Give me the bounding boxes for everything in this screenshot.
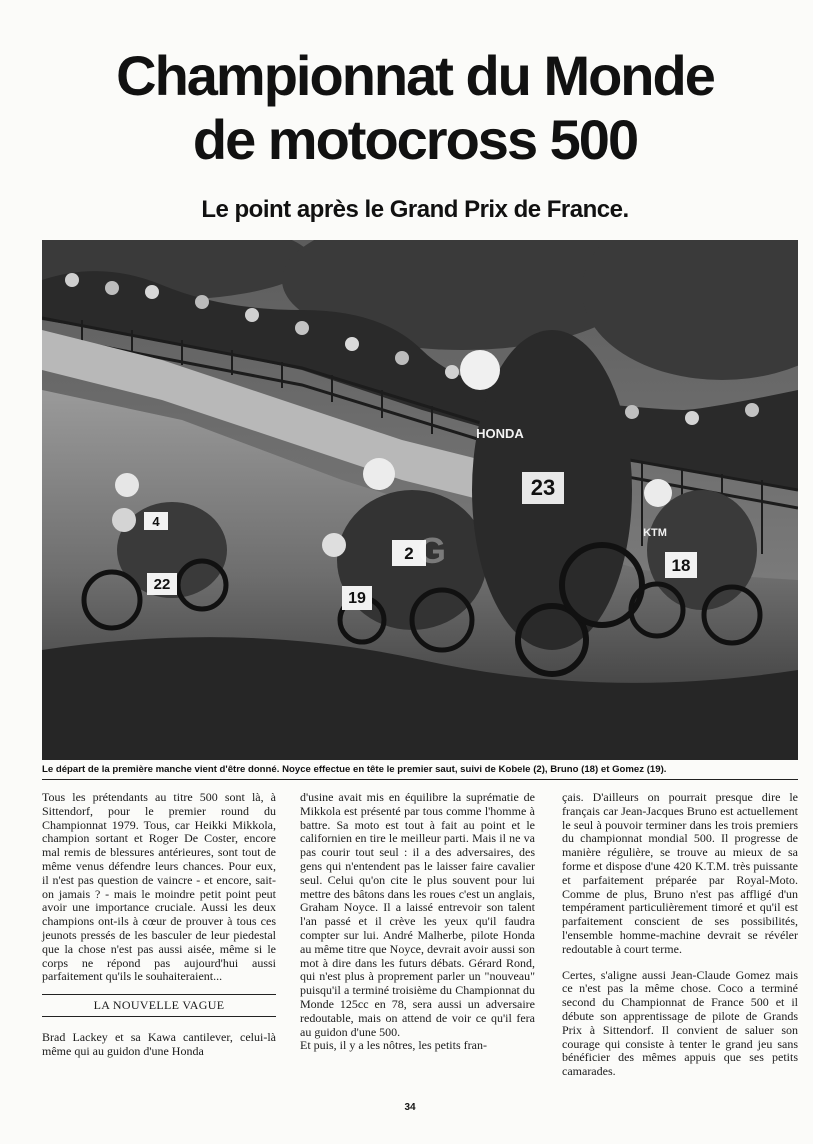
paragraph: Certes, s'aligne aussi Jean-Claude Gomez mais ce n'est pas la même chose. Coco a terminé second du Championnat de France 500 et il débute son apprentissage de pilote de Grands Prix à Sittendorf. Il convient de saluer son courage qui consiste à tenter le grand jeu sans bénéficier des mêmes appuis que ses petits camarades.	[562, 967, 798, 1079]
article-title-line1: Championnat du Monde	[116, 44, 714, 107]
paragraph: Tous les prétendants au titre 500 sont là, à Sittendorf, pour le premier round du Championnat 1979. Tous, car Heikki Mikkola, champion sortant et Roger De Coster, encore mal remis de blessures antérieures, sont tout de même venus défendre leurs chances. Pour eux, il n'est pas question de vaincre - et encore, sait-on jamais ? - mais le moindre petit point peut avoir une importance cruciale. Aussi les deux champions ont-ils à cœur de prouver à tous ces jeunots pressés de les basculer de leur piedestal que la chose n'est pas aussi aisée, même si le corps ne répond pas aujourd'hui aussi parfaitement qu'ils le souhaiteraient...	[42, 790, 276, 984]
plate-number: 19	[348, 590, 366, 607]
page-number: 34	[404, 1102, 416, 1113]
jersey-text: HONDA	[476, 426, 524, 441]
article-column-1	[42, 791, 276, 1059]
article-column-2	[300, 791, 535, 1053]
section-heading: LA NOUVELLE VAGUE	[42, 994, 276, 1017]
paragraph: Et puis, il y a les nôtres, les petits fran-	[300, 1038, 487, 1053]
photo-watermark: G	[418, 530, 449, 571]
plate-number: 22	[153, 576, 171, 593]
paragraph: Brad Lackey et sa Kawa cantilever, celui-là même qui au guidon d'une Honda	[42, 1029, 276, 1058]
paragraph: d'usine avait mis en équilibre la suprématie de Mikkola est présenté par tous comme l'homme à battre. Sa moto est tout à fait au point et le californien en tire le meilleur parti. Mais il ne va pas courir tout seul : il a des adversaires, des gens qui n'entendent pas le laisser faire cavalier seul. Celui qu'on cite le plus souvent pour lui mettre des bâtons dans les roues c'est un anglais, Graham Noyce. Il a laissé entrevoir son talent l'an passé et il crève les yeux qu'il faudra compter sur lui. André Malherbe, pilote Honda au même titre que Noyce, devrait avoir aussi son mot à dire dans les futurs débats. Gérard Rond, qui n'est plus à proprement parler un "nouveau" puisqu'il a terminé troisième du Championnat du Monde 125cc en 78, sera aussi un adversaire redoutable, mais on attend de voir ce qu'il fera au guidon d'une 500.	[300, 790, 535, 1039]
article-subtitle: Le point après le Grand Prix de France.	[201, 196, 629, 223]
article-column-3	[562, 791, 798, 1079]
plate-number: 2	[404, 544, 414, 563]
motocross-photo	[42, 240, 798, 760]
caption-rule	[42, 779, 798, 780]
plate-number: 23	[530, 475, 556, 500]
article-title-line2: de motocross 500	[192, 108, 638, 171]
photo-caption: Le départ de la première manche vient d'être donné. Noyce effectue en tête le premier saut, suivi de Kobele (2), Bruno (18) et Gomez (19).	[42, 764, 667, 775]
plate-number: 18	[671, 556, 691, 575]
jersey-text: KTM	[643, 527, 667, 539]
paragraph: çais. D'ailleurs on pourrait presque dire le français car Jean-Jacques Bruno est actuellement le seul à pouvoir terminer dans les trois premiers du championnat mondial 500. Il progresse de manière régulière, se trouve au mieux de sa forme et dispose d'une 420 K.T.M. très puissante et parfaitement préparée par Royal-Moto. Comme de plus, Bruno n'est pas affligé d'un tempérament particulièrement timoré et qu'il est parfaitement conscient de ses possibilités, l'ensemble homme-machine devrait se révéler redoutable à court terme.	[562, 790, 798, 956]
plate-number: 4	[152, 514, 160, 529]
